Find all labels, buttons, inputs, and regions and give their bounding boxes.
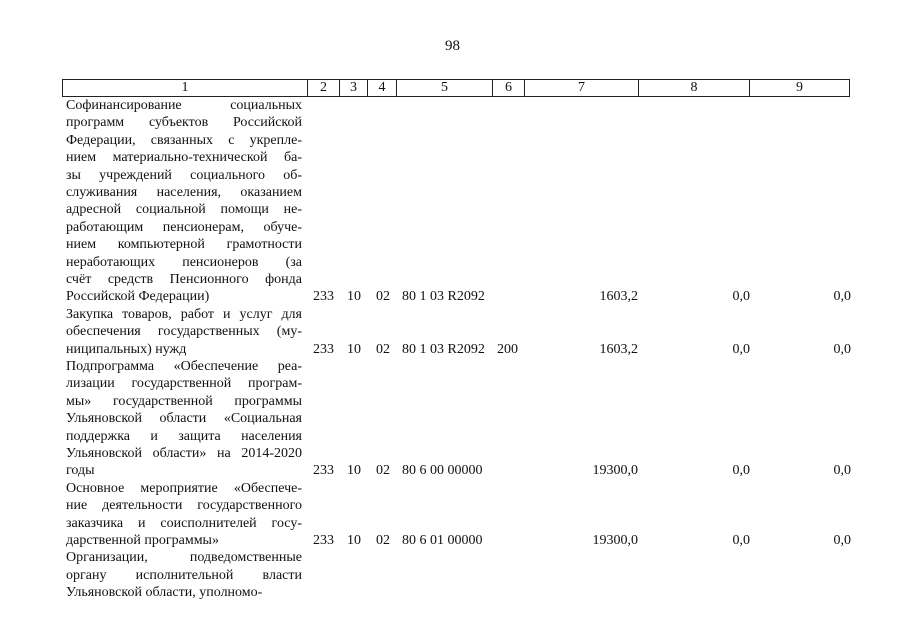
cell-c7: 1603,2 <box>599 341 638 357</box>
cell-c7: 19300,0 <box>592 463 638 479</box>
description-line: зы учреждений социального об- <box>66 167 302 183</box>
cell-c4: 02 <box>376 463 390 479</box>
cell-c9: 0,0 <box>833 289 851 305</box>
header-col-1: 1 <box>63 80 308 96</box>
cell-c7: 1603,2 <box>599 289 638 305</box>
row-description <box>66 480 302 550</box>
description-line: Ульяновской области» на 2014-2020 <box>66 446 302 462</box>
cell-c4: 02 <box>376 289 390 305</box>
header-col-4: 4 <box>368 80 397 96</box>
cell-c4: 02 <box>376 341 390 357</box>
page-number: 98 <box>445 38 460 54</box>
cell-c5: 80 1 03 R2092 <box>402 289 485 305</box>
description-line: Ульяновской области, уполномо- <box>66 585 263 601</box>
description-line: заказчика и соисполнителей госу- <box>66 515 302 531</box>
description-line: ниципальных) нужд <box>66 341 187 357</box>
description-line: поддержка и защита населения <box>66 428 302 444</box>
cell-c5: 80 1 03 R2092 <box>402 341 485 357</box>
cell-c3: 10 <box>347 532 361 548</box>
description-line: ние деятельности государственного <box>66 498 302 514</box>
description-line: программ субъектов Российской <box>66 115 302 131</box>
header-col-9: 9 <box>796 80 803 95</box>
description-line: Основное мероприятие «Обеспече- <box>66 480 302 496</box>
cell-c2: 233 <box>313 463 334 479</box>
cell-c8: 0,0 <box>732 341 750 357</box>
cell-c2: 233 <box>313 532 334 548</box>
table-header <box>62 79 850 97</box>
description-line: Организации, подведомственные <box>66 550 302 566</box>
row-description <box>66 549 302 601</box>
cell-c9: 0,0 <box>833 341 851 357</box>
description-line: служивания населения, оказанием <box>66 185 302 201</box>
header-col-7: 7 <box>525 80 639 96</box>
row-description <box>66 306 302 358</box>
cell-c9: 0,0 <box>833 463 851 479</box>
description-line: неработающих пенсионеров (за <box>66 254 302 270</box>
description-line: адресной социальной помощи не- <box>66 202 302 218</box>
cell-c5: 80 6 01 00000 <box>402 532 483 548</box>
description-line: работающим пенсионерам, обуче- <box>66 219 302 235</box>
cell-c7: 19300,0 <box>592 532 638 548</box>
header-col-5: 5 <box>397 80 493 96</box>
cell-c9: 0,0 <box>833 532 851 548</box>
description-line: дарственной программы» <box>66 533 219 549</box>
cell-c2: 233 <box>313 341 334 357</box>
description-line: Подпрограмма «Обеспечение реа- <box>66 359 302 374</box>
description-line: нием компьютерной грамотности <box>66 237 302 253</box>
row-description <box>66 358 302 480</box>
cell-c8: 0,0 <box>732 532 750 548</box>
description-line: Ульяновской области «Социальная <box>66 411 302 427</box>
cell-c5: 80 6 00 00000 <box>402 463 483 479</box>
header-col-2: 2 <box>308 80 340 96</box>
cell-c6: 200 <box>497 341 518 357</box>
header-col-6: 6 <box>493 80 525 96</box>
description-line: годы <box>66 463 95 479</box>
description-line: органу исполнительной власти <box>66 567 302 583</box>
description-line: Федерации, связанных с укрепле- <box>66 132 302 148</box>
description-line: обеспечения государственных (му- <box>66 324 302 340</box>
header-col-8: 8 <box>639 80 750 96</box>
cell-c2: 233 <box>313 289 334 305</box>
cell-c3: 10 <box>347 289 361 305</box>
cell-c3: 10 <box>347 463 361 479</box>
description-line: счёт средств Пенсионного фонда <box>66 272 302 288</box>
cell-c4: 02 <box>376 532 390 548</box>
cell-c8: 0,0 <box>732 289 750 305</box>
header-col-3: 3 <box>340 80 368 96</box>
description-line: нием материально-технической ба- <box>66 150 302 166</box>
row-description <box>66 97 302 306</box>
cell-c8: 0,0 <box>732 463 750 479</box>
description-line: Российской Федерации) <box>66 289 210 305</box>
description-line: мы» государственной программы <box>66 393 302 409</box>
description-line: Закупка товаров, работ и услуг для <box>66 306 302 322</box>
cell-c3: 10 <box>347 341 361 357</box>
description-line: Софинансирование социальных <box>66 98 302 113</box>
description-line: лизации государственной програм- <box>66 376 302 392</box>
